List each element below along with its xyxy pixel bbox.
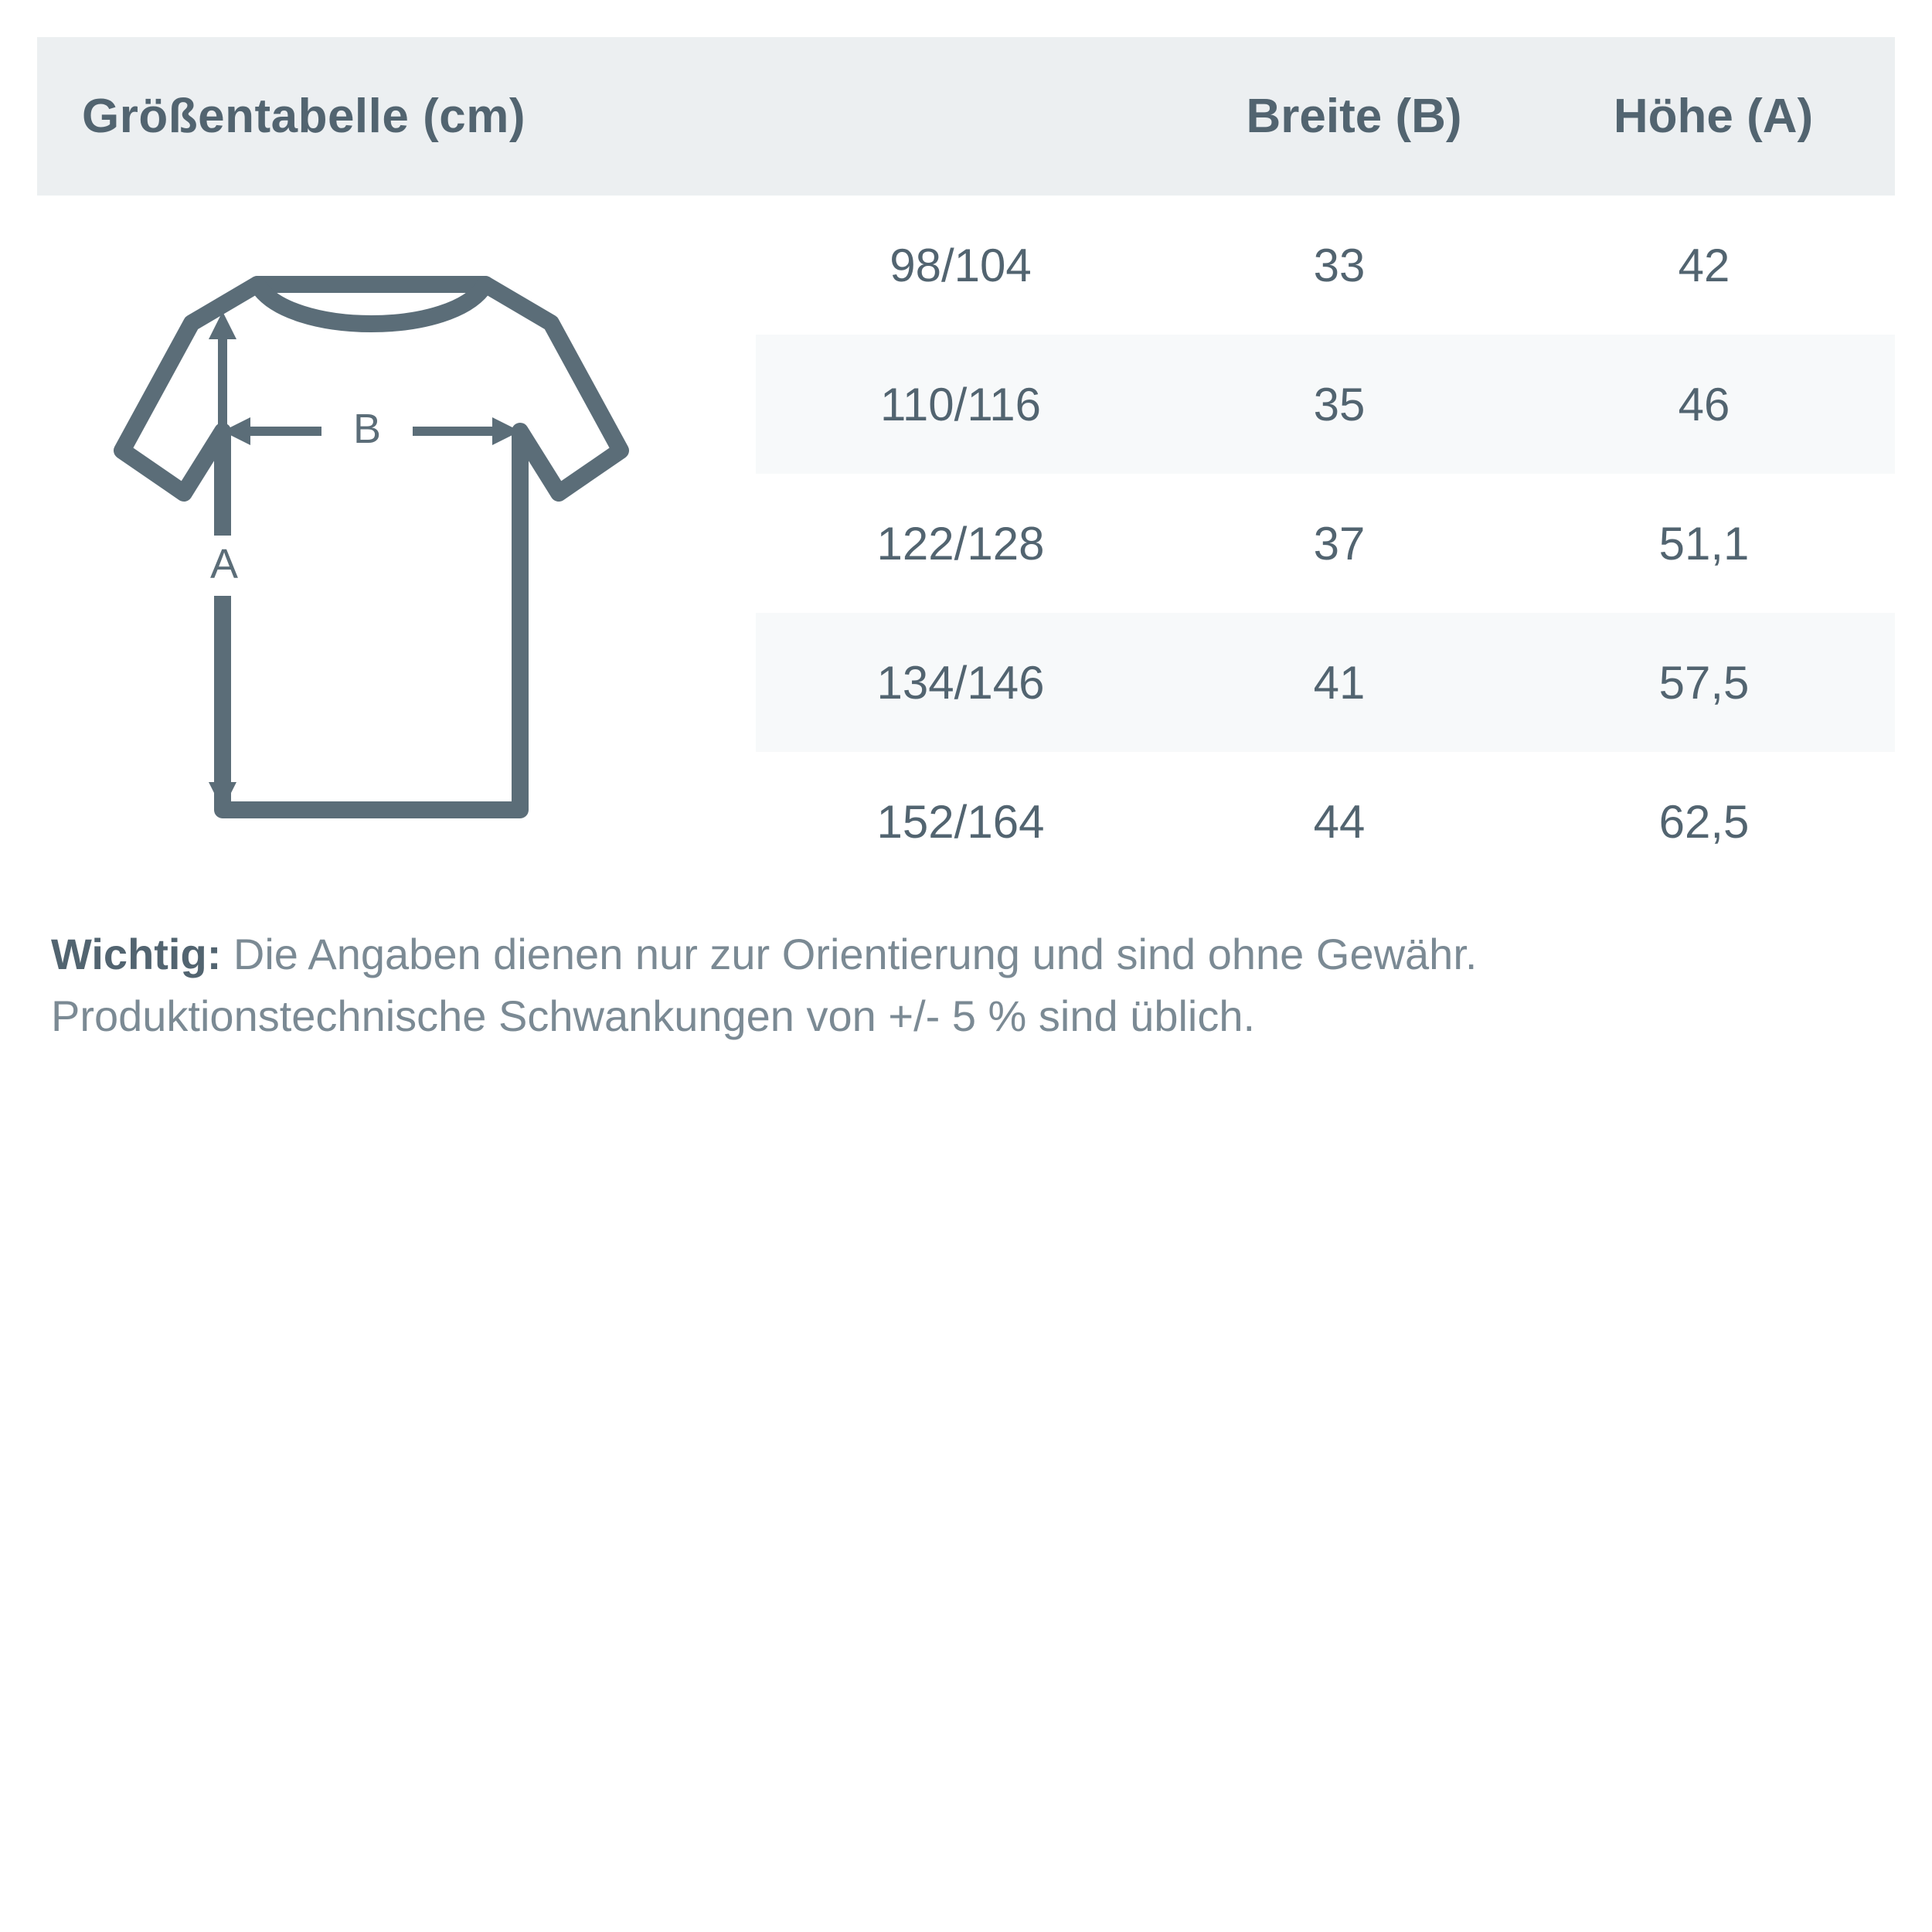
cell-width: 37 (1313, 517, 1366, 570)
cell-size: 152/164 (876, 795, 1045, 848)
table-row (756, 196, 1895, 335)
table-row (756, 474, 1895, 613)
cell-height: 46 (1678, 378, 1730, 430)
cell-size: 134/146 (876, 656, 1045, 709)
cell-width: 35 (1313, 378, 1366, 430)
size-chart-header (37, 37, 1895, 196)
cell-height: 51,1 (1658, 517, 1750, 570)
size-chart-body (37, 196, 1895, 891)
size-table (756, 196, 1895, 891)
cell-width: 44 (1313, 795, 1366, 848)
cell-height: 57,5 (1658, 656, 1750, 709)
table-row (756, 335, 1895, 474)
disclaimer-text: Die Angaben dienen nur zur Orientierung und sind ohne Gewähr. Produktionstechnische Schwankungen von +/- 5 % sind üblich. (51, 930, 1478, 1040)
cell-width: 33 (1313, 239, 1366, 291)
disclaimer-prefix: Wichtig: (51, 930, 222, 978)
tshirt-diagram (37, 196, 756, 891)
size-chart (37, 37, 1895, 1046)
tshirt-outline-icon (122, 284, 621, 810)
cell-height: 42 (1678, 239, 1730, 291)
column-header-height: Höhe (A) (1613, 90, 1814, 143)
width-label: B (352, 406, 382, 452)
size-table-body (756, 196, 1895, 891)
table-row (756, 613, 1895, 752)
table-row (756, 752, 1895, 891)
disclaimer-note (37, 923, 1895, 1046)
page-title: Größentabelle (cm) (82, 90, 526, 143)
cell-size: 110/116 (880, 378, 1041, 430)
column-header-width: Breite (B) (1246, 90, 1462, 143)
cell-height: 62,5 (1658, 795, 1750, 848)
cell-size: 98/104 (889, 239, 1032, 291)
cell-size: 122/128 (876, 517, 1045, 570)
cell-width: 41 (1313, 656, 1366, 709)
height-label: A (209, 541, 239, 587)
